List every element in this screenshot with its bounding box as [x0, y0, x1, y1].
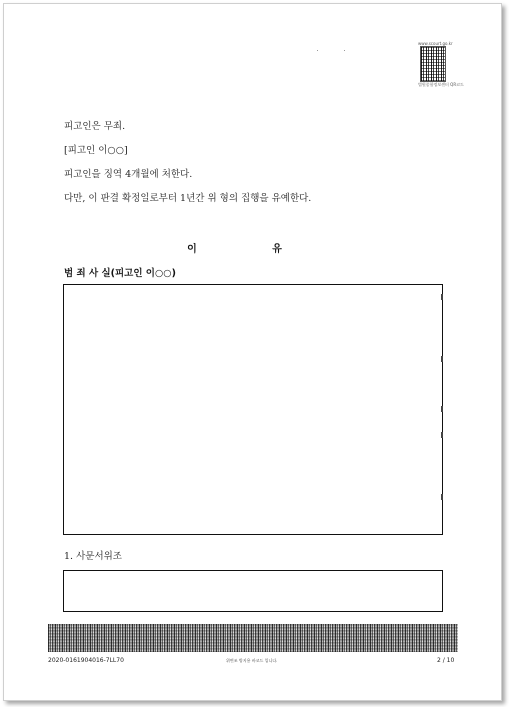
verdict-acquittal: 피고인은 무죄. [64, 121, 126, 132]
margin-mark [441, 356, 443, 362]
suspension-line: 다만, 이 판결 확정일로부터 1년간 위 형의 집행을 유예한다. [64, 193, 312, 204]
defendant-label: [피고인 이○○] [64, 145, 128, 156]
redacted-block [63, 284, 443, 535]
redacted-block [63, 570, 443, 612]
anti-forgery-barcode [48, 624, 458, 652]
document-id: 2020-0161904016-7LL70 [48, 657, 124, 664]
court-url: www.scourt.go.kr [418, 41, 453, 46]
section-forgery-title: 1. 사문서위조 [64, 551, 122, 562]
qr-caption: 법원종합정보센터 QR코드 [418, 82, 464, 87]
reasons-heading: 이 유 [187, 244, 318, 255]
document-page [3, 3, 502, 701]
scan-speck [317, 50, 318, 51]
qr-code-icon [420, 46, 446, 82]
crime-facts-title: 범 죄 사 실(피고인 이○○) [64, 268, 176, 279]
margin-mark [441, 294, 443, 300]
scan-speck [344, 50, 345, 51]
barcode-note: 위변조 방지용 바코드 입니다. [226, 658, 278, 663]
margin-mark [441, 494, 443, 500]
margin-mark [441, 432, 443, 438]
page-number: 2 / 10 [437, 657, 455, 664]
margin-mark [441, 406, 443, 412]
sentence-line: 피고인을 징역 4개월에 처한다. [64, 169, 193, 180]
